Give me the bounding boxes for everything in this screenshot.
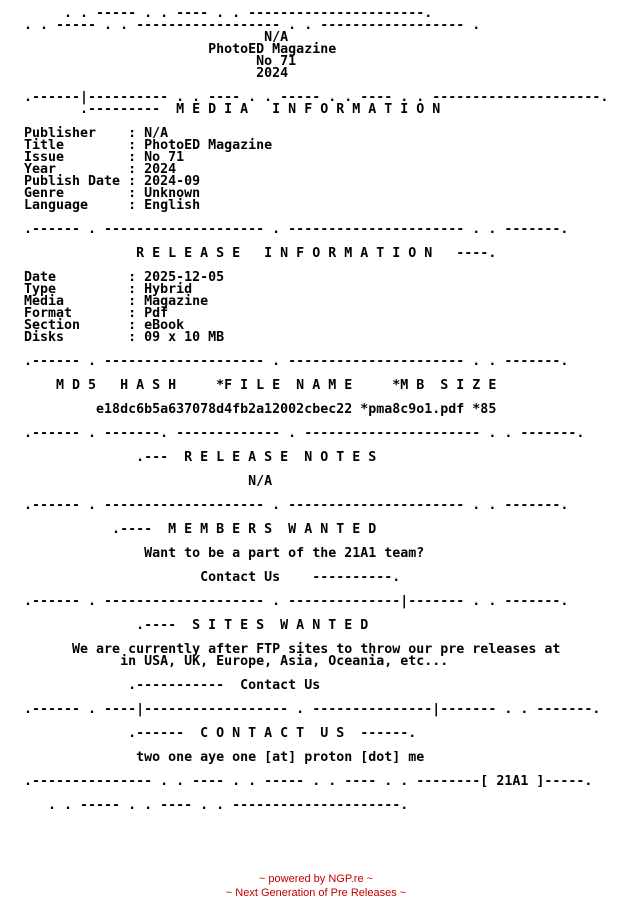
nfo-line: . . ----- . . ------------------ . . ------------------ . [24,18,481,33]
nfo-line: two one aye one [at] proton [dot] me [24,750,425,765]
nfo-line: M D 5 H A S H *F I L E N A M E *M B S I Z E [24,378,497,393]
nfo-line: .----------- Contact Us [24,678,321,693]
nfo-line: Want to be a part of the 21A1 team? [24,546,425,561]
nfo-line: N/A [24,30,289,45]
nfo-line: Publish Date : 2024-09 [24,174,201,189]
nfo-line: .------ C O N T A C T U S ------. [24,726,417,741]
nfo-line: .--------------- . . ---- . . ----- . . ---- . . --------[ 21A1 ]-----. [24,774,593,789]
nfo-line: .--------- M E D I A I N F O R M A T I O N [24,102,441,117]
nfo-line: e18dc6b5a637078d4fb2a12002cbec22 *pma8c9o1.pdf *85 [24,402,497,417]
nfo-line: R E L E A S E I N F O R M A T I O N ----. [24,246,497,261]
nfo-line: .------ . -------------------- . ---------------------- . . -------. [24,222,569,237]
nfo-line: Section : eBook [24,318,185,333]
nfo-line: Type : Hybrid [24,282,193,297]
nfo-line: Year : 2024 [24,162,177,177]
nfo-line: . . ----- . . ---- . . ---------------------. [24,798,409,813]
nfo-line: Media : Magazine [24,294,209,309]
nfo-line: .------ . -------------------- . --------------|------- . . -------. [24,594,569,609]
nfo-line: Disks : 09 x 10 MB [24,330,225,345]
nfo-line: .------ . -------------------- . ---------------------- . . -------. [24,498,569,513]
nfo-line: Date : 2025-12-05 [24,270,225,285]
nfo-line: . . ----- . . ---- . . ----------------------. [24,6,433,21]
nfo-line: We are currently after FTP sites to throw our pre releases at [24,642,561,657]
nfo-line: Issue : No 71 [24,150,185,165]
nfo-line: .--- R E L E A S E N O T E S [24,450,377,465]
nfo-text [24,8,608,812]
nfo-line: .------|---------- . . ---- . . ----- . . ---- . . ---------------------. [24,90,609,105]
nfo-line: .------ . -------. ------------- . ---------------------- . . -------. [24,426,585,441]
nfo-line: Genre : Unknown [24,186,201,201]
powered-by-link[interactable]: ~ powered by NGP.re ~ [258,873,374,885]
nfo-line: 2024 [24,66,289,81]
nfo-line: N/A [24,474,273,489]
nfo-line: .------ . -------------------- . ---------------------- . . -------. [24,354,569,369]
nfo-line: in USA, UK, Europe, Asia, Oceania, etc... [24,654,449,669]
nfo-line: Publisher : N/A [24,126,169,141]
nfo-line: .---- S I T E S W A N T E D [24,618,369,633]
nfo-line: Language : English [24,198,201,213]
nfo-line: No 71 [24,54,297,69]
nfo-line: Title : PhotoED Magazine [24,138,273,153]
tagline-text: ~ Next Generation of Pre Releases ~ [225,887,407,899]
nfo-line: .---- M E M B E R S W A N T E D [24,522,377,537]
nfo-line: PhotoED Magazine [24,42,337,57]
nfo-line: Contact Us ----------. [24,570,401,585]
nfo-line: Format : Pdf [24,306,169,321]
nfo-line: .------ . ----|------------------ . ---------------|------- . . -------. [24,702,601,717]
